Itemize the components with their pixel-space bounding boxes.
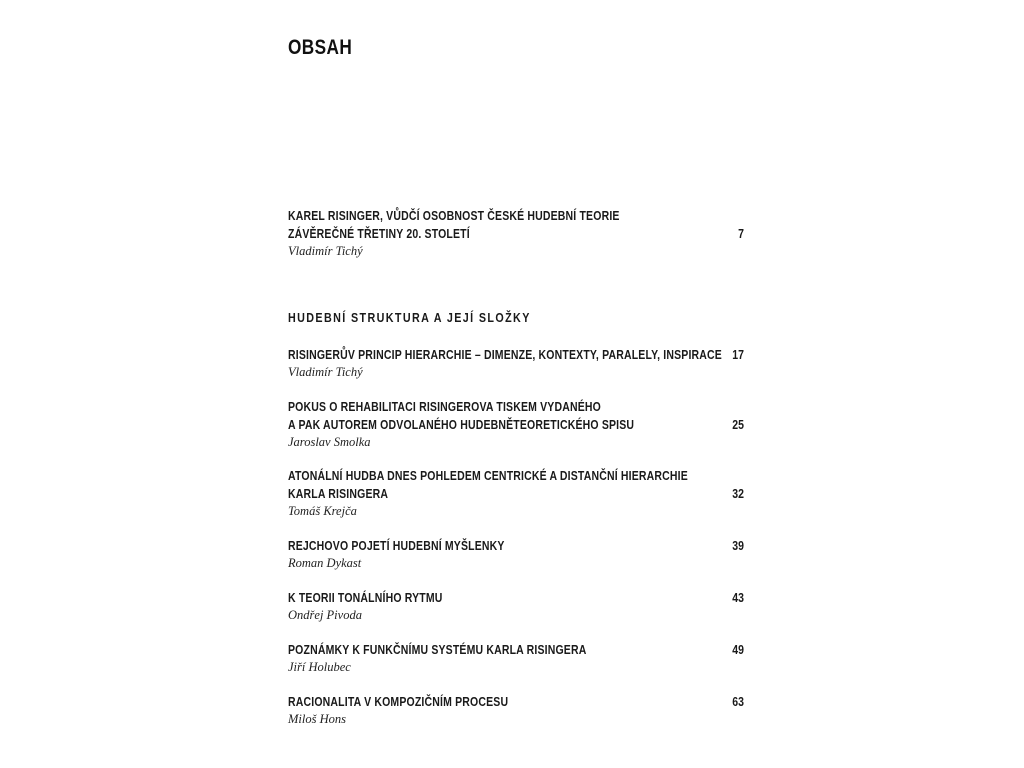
toc-entry[interactable] <box>288 467 748 520</box>
entry-author: Jaroslav Smolka <box>288 435 371 449</box>
toc-entry-intro[interactable] <box>288 207 748 260</box>
toc-entry[interactable] <box>288 398 748 451</box>
entry-author: Jiří Holubec <box>288 660 351 674</box>
entry-author: Vladimír Tichý <box>288 244 363 258</box>
entry-title-line: K TEORII TONÁLNÍHO RYTMU <box>288 591 443 605</box>
entry-author: Vladimír Tichý <box>288 365 363 379</box>
entry-title-line: A PAK AUTOREM ODVOLANÉHO HUDEBNĚTEORETICKÉHO SPISU <box>288 418 635 432</box>
entry-title-line: KAREL RISINGER, VŮDČÍ OSOBNOST ČESKÉ HUDEBNÍ TEORIE <box>288 209 620 223</box>
entry-page-number: 25 <box>732 418 744 432</box>
entry-page-number: 17 <box>732 348 744 362</box>
page-title: OBSAH <box>288 36 353 59</box>
entry-title-line: KARLA RISINGERA <box>288 487 389 501</box>
toc-entry[interactable] <box>288 537 748 572</box>
entry-author: Ondřej Pivoda <box>288 608 362 622</box>
entry-title-line: POZNÁMKY K FUNKČNÍMU SYSTÉMU KARLA RISINGERA <box>288 643 587 657</box>
toc-entry[interactable] <box>288 693 748 728</box>
entry-page-number: 43 <box>732 591 744 605</box>
entry-page-number: 7 <box>738 227 744 241</box>
entry-title-line: ZÁVĚREČNÉ TŘETINY 20. STOLETÍ <box>288 227 470 241</box>
toc-entry[interactable] <box>288 346 748 381</box>
entry-page-number: 32 <box>732 487 744 501</box>
toc-entry[interactable] <box>288 641 748 676</box>
section-heading: HUDEBNÍ STRUKTURA A JEJÍ SLOŽKY <box>288 311 531 325</box>
entry-page-number: 63 <box>732 695 744 709</box>
entry-title-line: RACIONALITA V KOMPOZIČNÍM PROCESU <box>288 695 509 709</box>
entry-page-number: 49 <box>732 643 744 657</box>
entry-author: Roman Dykast <box>288 556 362 570</box>
entry-title-line: ATONÁLNÍ HUDBA DNES POHLEDEM CENTRICKÉ A DISTANČNÍ HIERARCHIE <box>288 469 688 483</box>
toc-entry[interactable] <box>288 589 748 624</box>
entry-title-line: RISINGERŮV PRINCIP HIERARCHIE – DIMENZE, KONTEXTY, PARALELY, INSPIRACE <box>288 348 722 362</box>
entry-title-line: REJCHOVO POJETÍ HUDEBNÍ MYŠLENKY <box>288 539 505 553</box>
entry-author: Miloš Hons <box>288 712 346 726</box>
entry-page-number: 39 <box>732 539 744 553</box>
entry-title-line: POKUS O REHABILITACI RISINGEROVA TISKEM VYDANÉHO <box>288 400 601 414</box>
entry-author: Tomáš Krejča <box>288 504 357 518</box>
